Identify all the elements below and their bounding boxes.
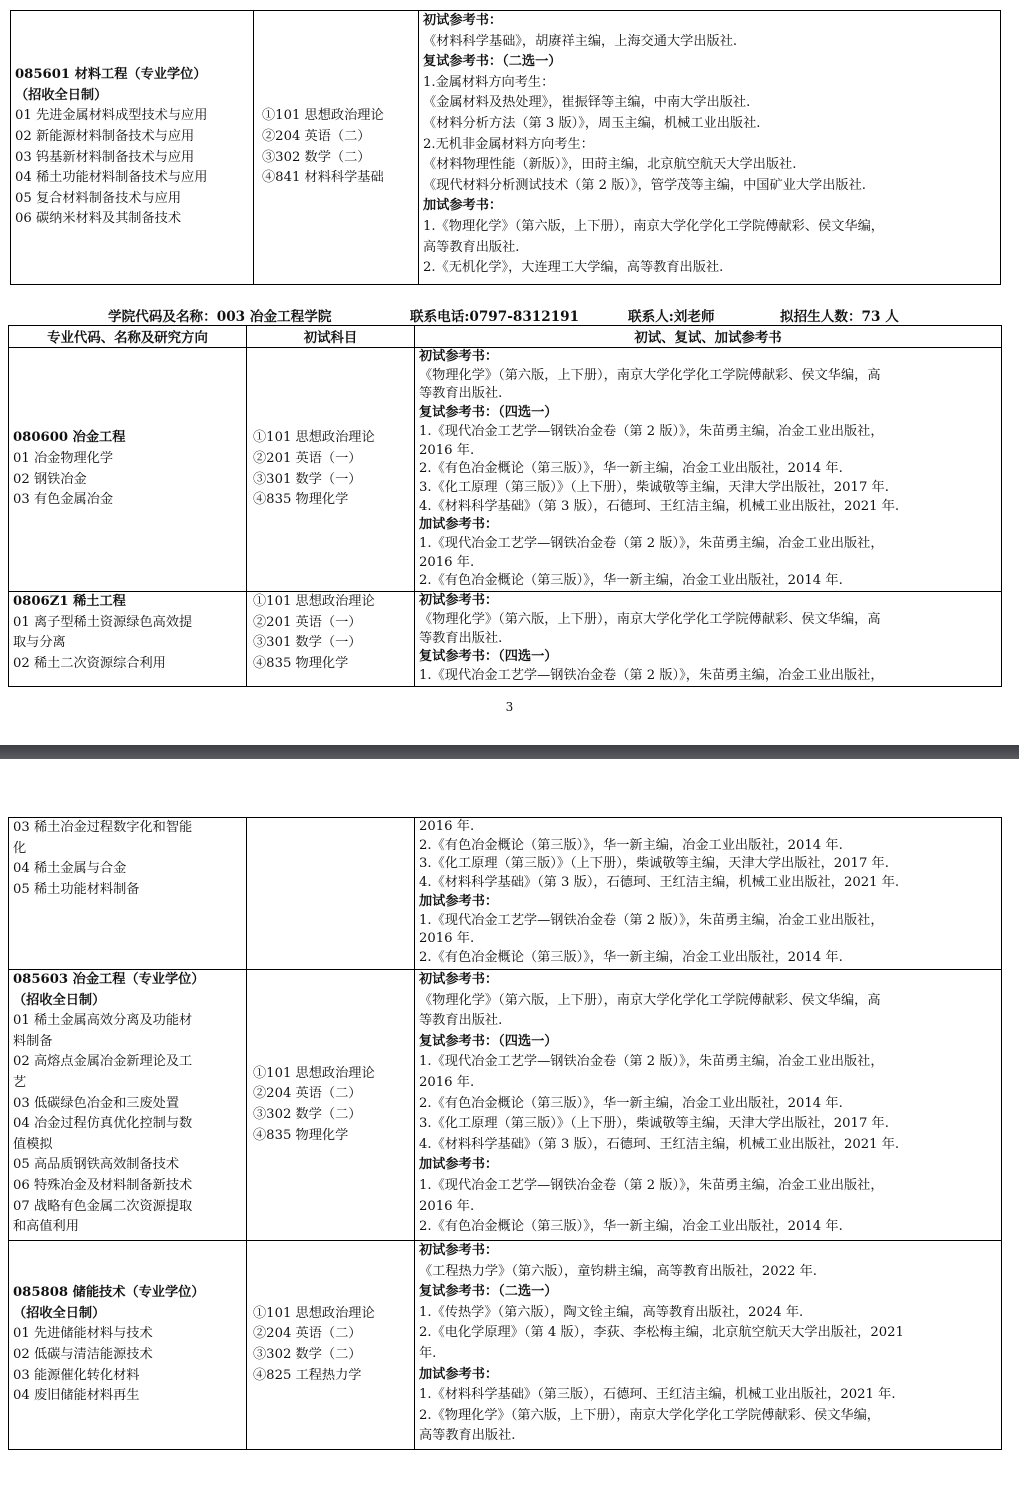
direction-item: 取与分离 [13,635,66,651]
ref-line: 2.《有色冶金概论（第三版）》，华一新主编，冶金工业出版社，2014 年. [419,949,843,965]
table-header-row [9,326,1002,348]
exam-subject: ①101 思想政治理论 [262,108,384,124]
college-quota: 拟招生人数：73 人 [780,309,899,325]
refs-heading: 初试参考书： [423,13,503,28]
exam-cell [247,348,415,592]
refs-cell [415,970,1002,1241]
refs-cell [415,592,1002,687]
major-title: 085603 冶金工程（专业学位） [13,972,205,987]
major-cell [9,592,247,687]
ref-line: 2.《物理化学》（第六版，上下册），南京大学化学化工学院傅献彩、侯文华编， [419,1407,880,1423]
refs-heading: 加试参考书： [419,517,499,533]
table-row [9,818,1002,970]
direction-item: 04 稀土功能材料制备技术与应用 [15,170,208,186]
refs-heading: 初试参考书： [419,593,499,609]
ref-line: 等教育出版社. [419,1013,503,1029]
refs-heading: 加试参考书： [423,198,503,214]
refs-heading: 复试参考书：（二选一） [419,1284,558,1300]
exam-subject: ③301 数学（一） [253,471,362,487]
direction-item: 02 高熔点金属冶金新理论及工 [13,1054,193,1070]
refs-heading: 加试参考书： [419,893,499,909]
exam-subject: ③302 数学（二） [262,149,371,165]
ref-line: 2.《有色冶金概论（第三版）》，华一新主编，冶金工业出版社，2014 年. [419,573,843,589]
ref-line: 2016 年. [419,931,475,947]
college-phone: 联系电话:0797-8312191 [410,309,580,325]
direction-item: 03 钨基新材料制备技术与应用 [15,149,195,165]
direction-item: 01 稀土金属高效分离及功能材 [13,1013,193,1029]
ref-line: 1.《现代冶金工艺学—钢铁冶金卷（第 2 版）》，朱苗勇主编，冶金工业出版社， [419,536,884,552]
direction-item: 01 离子型稀土资源绿色高效提 [13,614,193,630]
ref-line: 3.《化工原理（第三版）》（上下册），柴诚敬等主编，天津大学出版社，2017 年. [419,479,889,495]
direction-item: 06 碳纳米材料及其制备技术 [15,211,182,227]
refs-heading: 加试参考书： [419,1157,499,1173]
exam-cell [247,1241,415,1450]
direction-item: 02 钢铁冶金 [13,471,87,487]
ref-line: 等教育出版社. [419,386,503,402]
ref-line: 2016 年. [419,1198,475,1214]
ref-line: 2.《无机化学》，大连理工大学编，高等教育出版社. [423,260,724,276]
major-title: 085808 储能技术（专业学位） [13,1285,205,1301]
ref-line: 4.《材料科学基础》（第 3 版），石德珂、王红洁主编，机械工业出版社，2021 年. [419,498,900,514]
refs-heading: 初试参考书： [419,972,499,987]
refs-cell [415,818,1002,970]
direction-item: 05 稀土功能材料制备 [13,881,140,897]
exam-subject: ③302 数学（二） [253,1107,362,1122]
direction-item: 03 能源催化转化材料 [13,1367,140,1383]
ref-line: 4.《材料科学基础》（第 3 版），石德珂、王红洁主编，机械工业出版社，2021 年. [419,1136,900,1152]
direction-item: 03 稀土冶金过程数字化和智能 [13,820,193,835]
exam-subject: ①101 思想政治理论 [253,594,375,610]
ref-line: 1.《物理化学》（第六版，上下册），南京大学化学化工学院傅献彩、侯文华编， [423,218,884,234]
major-title: 0806Z1 稀土工程 [13,594,126,610]
exam-subject: ④835 物理化学 [253,655,349,671]
direction-item: 和高值利用 [13,1219,79,1235]
exam-subject: ③302 数学（二） [253,1347,362,1362]
exam-subject: ③301 数学（一） [253,635,362,651]
ref-line: 1.《现代冶金工艺学—钢铁冶金卷（第 2 版）》，朱苗勇主编，冶金工业出版社， [419,667,884,683]
ref-line: 1.金属材料方向考生： [423,74,555,90]
ref-line: 《金属材料及热处理》，崔振铎等主编，中南大学出版社. [423,95,751,111]
ref-line: 1.《现代冶金工艺学—钢铁冶金卷（第 2 版）》，朱苗勇主编，冶金工业出版社， [419,1177,884,1193]
exam-subject: ①101 思想政治理论 [253,1065,375,1081]
exam-subject: ①101 思想政治理论 [253,1305,375,1321]
ref-line: 1.《现代冶金工艺学—钢铁冶金卷（第 2 版）》，朱苗勇主编，冶金工业出版社， [419,912,884,928]
major-cell [9,970,247,1241]
ref-line: 2.无机非金属材料方向考生： [423,136,594,152]
exam-cell [254,11,419,285]
major-mode: （招收全日制） [13,992,106,1008]
refs-heading: 复试参考书：（四选一） [419,649,558,665]
ref-line: 2016 年. [419,442,475,458]
ref-line: 等教育出版社. [419,630,503,646]
exam-subject: ②204 英语（二） [253,1326,362,1342]
ref-line: 《材料科学基础》，胡赓祥主编，上海交通大学出版社. [423,33,738,49]
ref-line: 2.《电化学原理》（第 4 版），李荻、李松梅主编，北京航空航天大学出版社，2021 [419,1325,904,1341]
exam-subject: ④841 材料科学基础 [262,170,384,186]
refs-heading: 初试参考书： [419,1243,499,1258]
ref-line: 1.《现代冶金工艺学—钢铁冶金卷（第 2 版）》，朱苗勇主编，冶金工业出版社， [419,1054,884,1070]
direction-item: 05 复合材料制备技术与应用 [15,190,182,206]
exam-cell [247,970,415,1241]
major-cell [11,11,254,285]
refs-heading: 复试参考书：（四选一） [419,1033,558,1049]
exam-subject: ①101 思想政治理论 [253,430,375,446]
direction-item: 06 特殊冶金及材料制备新技术 [13,1177,193,1193]
ref-line: 2.《有色冶金概论（第三版）》，华一新主编，冶金工业出版社，2014 年. [419,837,843,853]
direction-item: 02 新能源材料制备技术与应用 [15,128,195,144]
major-title: 080600 冶金工程 [13,430,126,446]
major-mode: （招收全日制） [15,87,108,103]
ref-line: 1.《现代冶金工艺学—钢铁冶金卷（第 2 版）》，朱苗勇主编，冶金工业出版社， [419,423,884,439]
refs-cell [415,348,1002,592]
refs-cell [415,1241,1002,1450]
direction-item: 07 战略有色金属二次资源提取 [13,1198,193,1214]
table-row [9,1241,1002,1450]
direction-item: 05 高品质钢铁高效制备技术 [13,1157,180,1173]
ref-line: 《材料物理性能（新版）》，田莳主编，北京航空航天大学出版社. [423,157,797,173]
direction-item: 化 [13,840,27,856]
direction-item: 01 先进储能材料与技术 [13,1326,153,1342]
page-number: 3 [505,700,514,714]
table-college-003-page4 [8,817,1002,1450]
ref-line: 1.《材料科学基础》（第三版），石德珂、王红洁主编，机械工业出版社，2021 年. [419,1387,896,1403]
header-major: 专业代码、名称及研究方向 [9,326,247,348]
table-row [9,592,1002,687]
refs-heading: 加试参考书： [419,1366,499,1382]
page-separator [0,745,1019,759]
ref-line: 2.《有色冶金概论（第三版）》，华一新主编，冶金工业出版社，2014 年. [419,461,843,477]
header-exam: 初试科目 [247,326,415,348]
major-title: 085601 材料工程（专业学位） [15,67,207,83]
direction-item: 04 废旧储能材料再生 [13,1388,140,1404]
refs-heading: 复试参考书：（四选一） [419,405,558,421]
refs-heading: 复试参考书：（二选一） [423,54,562,70]
table-085601 [10,10,1001,285]
ref-line: 《物理化学》（第六版，上下册），南京大学化学化工学院傅献彩、侯文华编，高 [419,992,881,1008]
ref-line: 2016 年. [419,554,475,570]
exam-subject: ②201 英语（一） [253,450,362,466]
ref-line: 3.《化工原理（第三版）》（上下册），柴诚敬等主编，天津大学出版社，2017 年. [419,1116,889,1132]
direction-item: 04 稀土金属与合金 [13,861,127,877]
ref-line: 《物理化学》（第六版，上下册），南京大学化学化工学院傅献彩、侯文华编，高 [419,611,881,627]
ref-line: 《现代材料分析测试技术（第 2 版）》，管学茂等主编，中国矿业大学出版社. [423,177,866,193]
exam-subject: ②204 英语（二） [262,128,371,144]
direction-item: 03 低碳绿色冶金和三废处置 [13,1095,180,1111]
table-row [9,970,1002,1241]
ref-line: 4.《材料科学基础》（第 3 版），石德珂、王红洁主编，机械工业出版社，2021 年. [419,875,900,891]
ref-line: 高等教育出版社. [423,239,520,255]
ref-line: 《材料分析方法（第 3 版）》，周玉主编，机械工业出版社. [423,115,761,131]
direction-item: 04 冶金过程仿真优化控制与数 [13,1116,193,1132]
major-cell [9,348,247,592]
exam-subject: ④835 物理化学 [253,492,349,508]
header-refs: 初试、复试、加试参考书 [415,326,1002,348]
exam-subject: ②204 英语（二） [253,1086,362,1102]
ref-line: 年. [419,1345,437,1361]
direction-item: 艺 [13,1074,27,1090]
direction-item: 02 低碳与清洁能源技术 [13,1347,153,1362]
direction-item: 03 有色金属冶金 [13,492,114,508]
ref-line: 2.《有色冶金概论（第三版）》，华一新主编，冶金工业出版社，2014 年. [419,1095,843,1111]
exam-subject: ④825 工程热力学 [253,1367,362,1383]
exam-subject: ②201 英语（一） [253,614,362,630]
table-row [9,348,1002,592]
ref-line: 高等教育出版社. [419,1428,516,1444]
ref-line: 《物理化学》（第六版，上下册），南京大学化学化工学院傅献彩、侯文华编，高 [419,367,881,383]
table-college-003-page3 [8,325,1002,687]
direction-item: 值模拟 [13,1136,53,1152]
ref-line: 2016 年. [419,1074,475,1090]
ref-line: 3.《化工原理（第三版）》（上下册），柴诚敬等主编，天津大学出版社，2017 年. [419,856,889,872]
ref-line: 2.《有色冶金概论（第三版）》，华一新主编，冶金工业出版社，2014 年. [419,1219,843,1235]
direction-item: 02 稀土二次资源综合利用 [13,655,166,671]
major-mode: （招收全日制） [13,1305,106,1321]
exam-cell [247,818,415,970]
major-cell [9,818,247,970]
ref-line: 2016 年. [419,819,475,834]
college-contact: 联系人:刘老师 [628,309,715,325]
direction-item: 01 冶金物理化学 [13,450,114,466]
exam-cell [247,592,415,687]
ref-line: 《工程热力学》（第六版），童钧耕主编，高等教育出版社，2022 年. [419,1263,817,1279]
refs-heading: 初试参考书： [419,349,499,364]
exam-subject: ④835 物理化学 [253,1127,349,1143]
direction-item: 料制备 [13,1033,53,1049]
college-code-name: 学院代码及名称：003 冶金工程学院 [108,309,332,325]
ref-line: 1.《传热学》（第六版），陶文铨主编，高等教育出版社，2024 年. [419,1304,804,1320]
major-cell [9,1241,247,1450]
refs-cell [419,11,1001,285]
direction-item: 01 先进金属材料成型技术与应用 [15,108,208,124]
